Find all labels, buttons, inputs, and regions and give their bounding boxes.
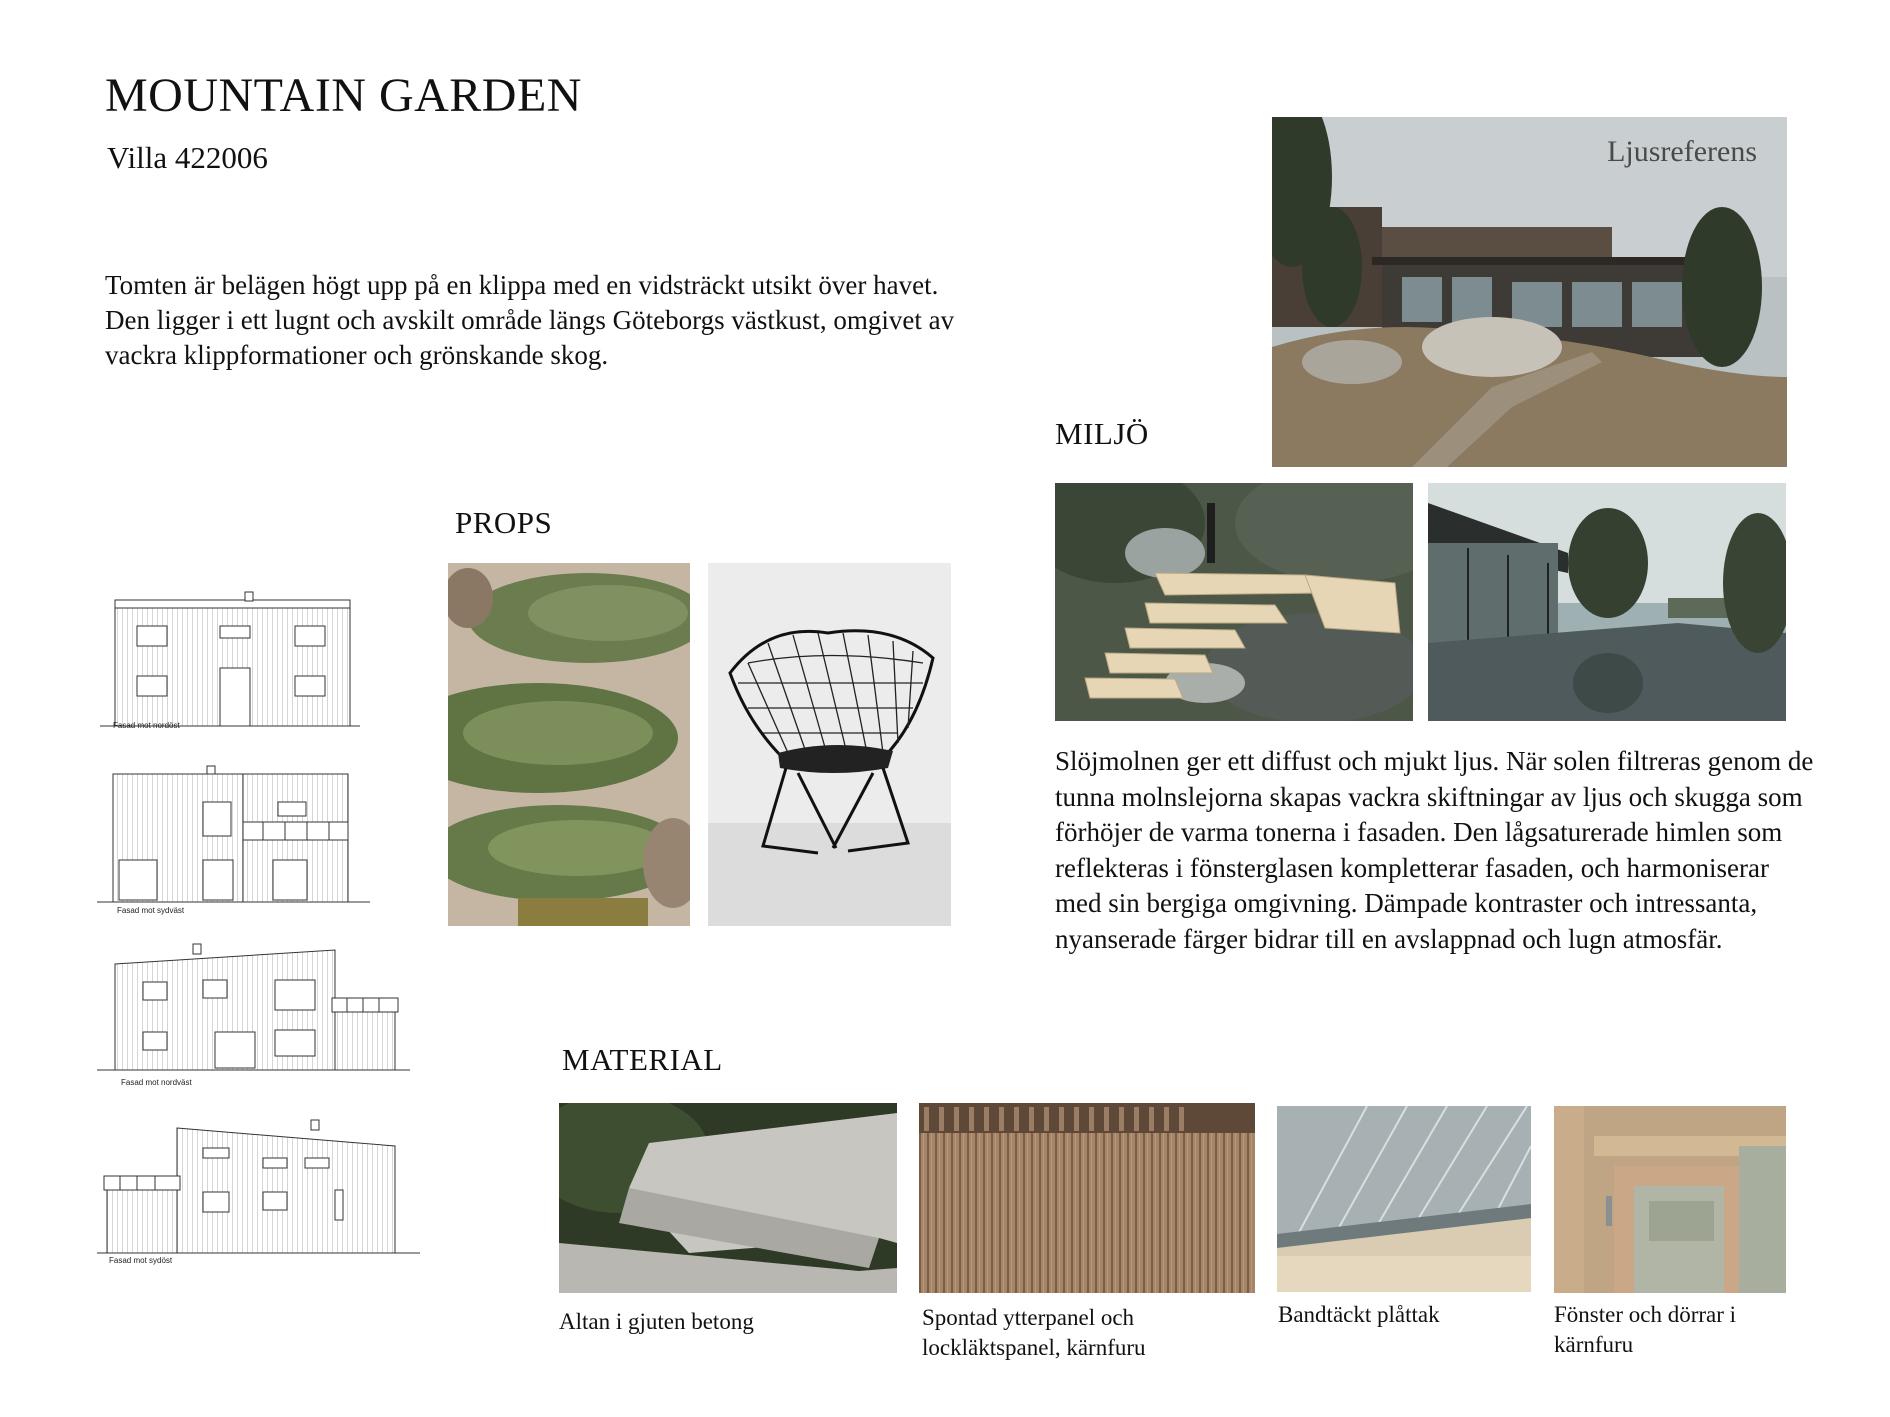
facade-sydost — [95, 1118, 425, 1273]
material-caption: Fönster och dörrar i kärnfuru — [1554, 1302, 1737, 1357]
miljo-heading: MILJÖ — [1055, 416, 1149, 451]
intro-paragraph: Tomten är belägen högt upp på en klippa med en vidsträckt utsikt över havet. Den ligger i ett lugnt och avskilt område längs Göteborgs västkust, omgivet av vackra klippformationer och grönskande skog. — [105, 270, 955, 370]
pine-window-photo — [1554, 1106, 1786, 1293]
villa-on-rock-photo — [1272, 117, 1787, 467]
facade-label: Fasad mot nordväst — [121, 1078, 192, 1087]
material-heading: MATERIAL — [562, 1042, 723, 1077]
page-title: MOUNTAIN GARDEN — [105, 69, 582, 122]
props-heading: PROPS — [455, 505, 553, 540]
material-caption: Altan i gjuten betong — [559, 1309, 754, 1334]
wire-chair-photo — [708, 563, 951, 926]
facade-drawing — [95, 940, 415, 1095]
facade-label: Fasad mot sydöst — [109, 1256, 173, 1265]
juniper-groundcover-photo — [448, 563, 690, 926]
facade-drawing — [95, 1118, 425, 1273]
concrete-photo — [559, 1103, 897, 1293]
facade-label: Fasad mot nordöst — [113, 721, 180, 730]
metal-roof-photo — [1277, 1106, 1531, 1292]
material-caption: Spontad ytterpanel och lockläktspanel, kärnfuru — [922, 1305, 1146, 1360]
miljo-description: Slöjmolnen ger ett diffust och mjukt ljus. När solen filtreras genom de tunna molnslejorna skapas vackra skiftningar av ljus och skugga som förhöjer de varma tonerna i fasaden. Den lågsaturerade himlen som reflekteras i fönsterglasen kompletterar fasaden, och harmoniserar med sin bergiga omgivning. Dämpade kontraster och intressanta, nyanserade färger bidrar till en avslappnad och lugn atmosfär. — [1055, 746, 1814, 954]
reference-label: Ljusreferens — [1607, 135, 1757, 168]
facade-drawing — [95, 760, 375, 915]
facade-nordost — [95, 580, 365, 735]
facade-drawing — [95, 580, 365, 735]
facade-sydvast — [95, 760, 375, 915]
facade-label: Fasad mot sydväst — [117, 906, 185, 915]
material-caption: Bandtäckt plåttak — [1278, 1302, 1440, 1327]
facade-nordvast — [95, 940, 415, 1095]
pool-sea-view-photo — [1428, 483, 1786, 721]
page-subtitle: Villa 422006 — [107, 140, 268, 175]
wood-panel-photo — [919, 1103, 1255, 1293]
wooden-stairs-photo — [1055, 483, 1413, 721]
